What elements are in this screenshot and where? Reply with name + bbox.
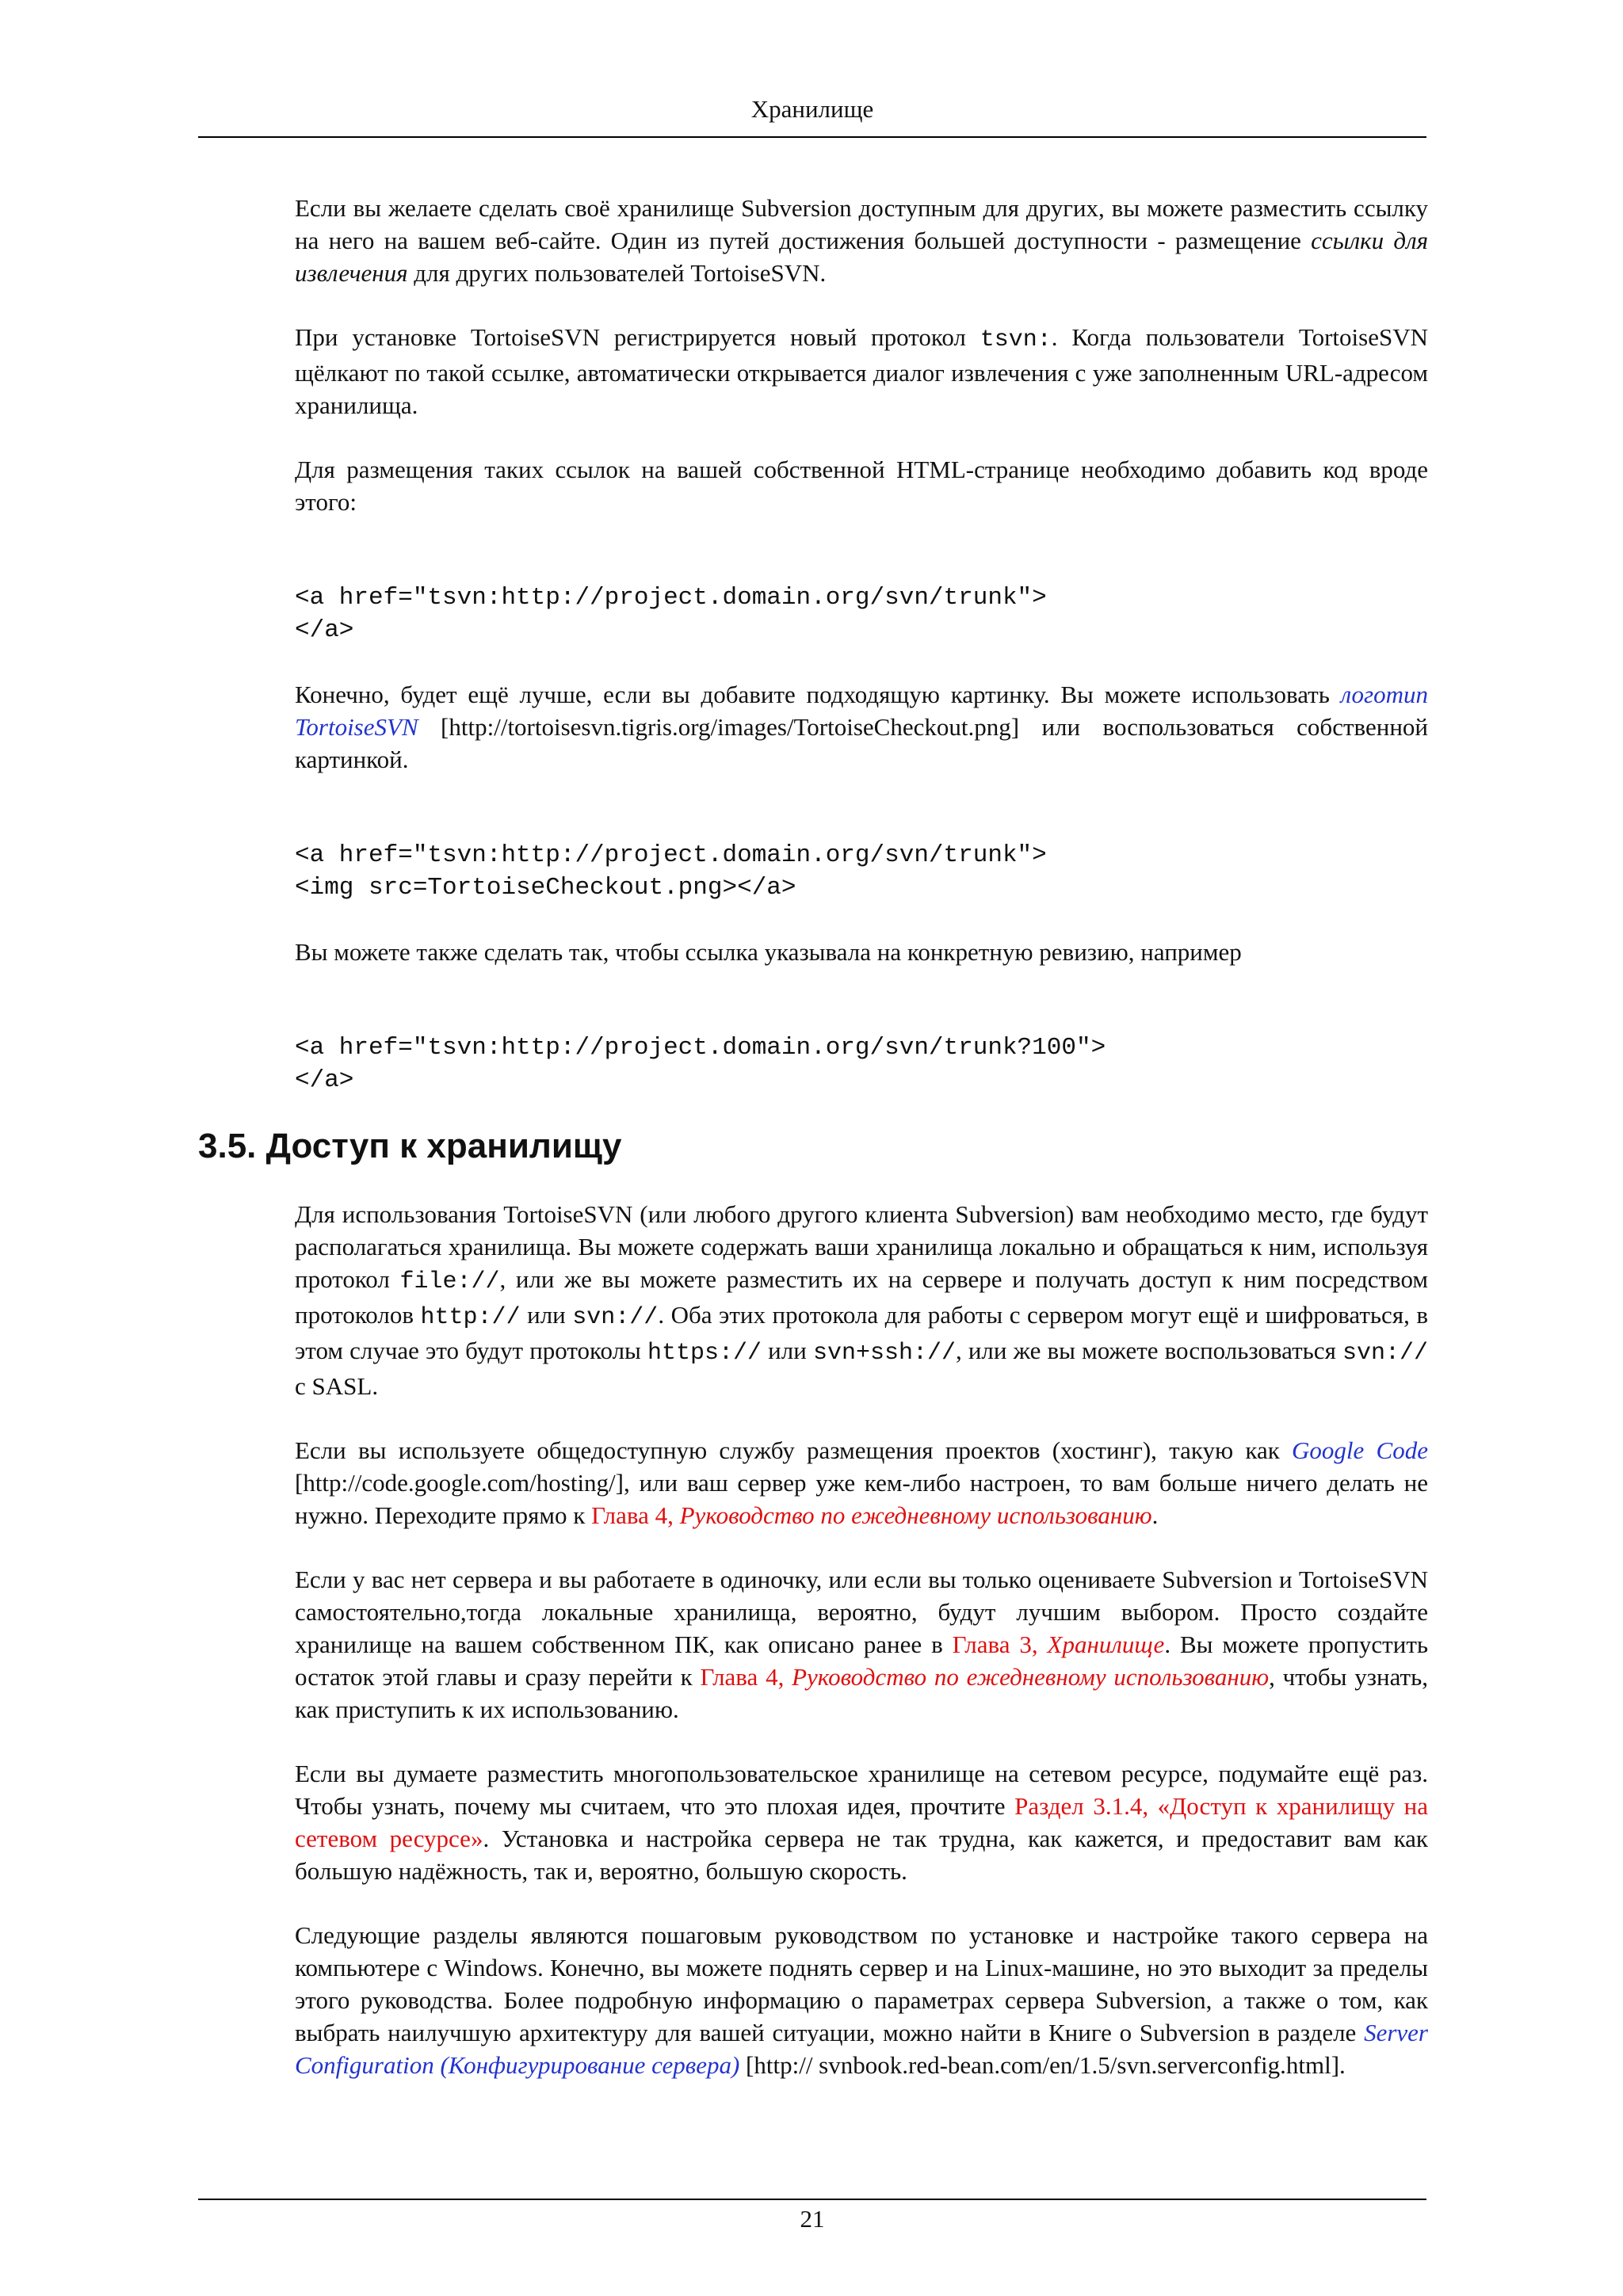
s3-text-b: . Вы можете пропустить остаток этой главы и сразу перейти к — [295, 1630, 1429, 1691]
p2-code: tsvn: — [980, 326, 1052, 353]
s5-text-b: [http:// svnbook.red-bean.com/en/1.5/svn.serverconfig.html]. — [739, 2051, 1346, 2079]
s1-code-svn-ssh: svn+ssh:// — [812, 1340, 956, 1367]
p4-text-b: [http://tortoisesvn.tigris.org/images/TortoiseCheckout.png] или воспользоваться собственной картинкой. — [295, 713, 1428, 773]
s1-text-c: или — [520, 1301, 573, 1329]
s3-text-a: Если у вас нет сервера и вы работаете в одиночку, или если вы только оцениваете Subversion и TortoiseSVN самостоятельно,тогда локальные хранилища, вероятно, будут лучшим выбором. Просто создайте хранилище на вашем собственном ПК, как описано ранее в — [295, 1566, 1428, 1658]
paragraph-html-code-intro: Для размещения таких ссылок на вашей собственной HTML-странице необходимо добавить код вроде этого: — [295, 456, 1428, 516]
paragraph-network-share — [295, 1757, 1428, 1887]
xref-chapter-4-number: Глава 4, — [591, 1501, 680, 1529]
paragraph-repository-location — [295, 1198, 1428, 1402]
s1-text-a: Для использования TortoiseSVN (или любого другого клиента Subversion) вам необходимо место, где будут располагаться хранилища. Вы можете содержать ваши хранилища локально и обращаться к ним, используя протокол — [295, 1200, 1428, 1293]
google-code-link[interactable]: Google Code — [1292, 1436, 1428, 1464]
paragraph-revision-link: Вы можете также сделать так, чтобы ссылка указывала на конкретную ревизию, например — [295, 938, 1242, 966]
xref-section-3-1-4-link[interactable]: Раздел 3.1.4, «Доступ к хранилищу на сетевом ресурсе» — [295, 1792, 1429, 1852]
s1-code-https: https:// — [647, 1340, 762, 1367]
xref-chapter-4-link-2[interactable] — [700, 1663, 1269, 1691]
tortoisesvn-logo-link[interactable]: логотип TortoiseSVN — [295, 681, 1428, 741]
s1-text-b: , или же вы можете разместить их на сервере и получать доступ к ним посредством протоколов — [295, 1265, 1429, 1329]
p1-emphasis: ссылки для извлечения — [295, 227, 1428, 287]
xref-chapter-4-title-2: Руководство по ежедневному использованию — [792, 1663, 1270, 1691]
section-heading: 3.5. Доступ к хранилищу — [198, 1127, 622, 1165]
xref-chapter-4-title: Руководство по ежедневному использованию — [679, 1501, 1152, 1529]
p2-text-b: . Когда пользователи TortoiseSVN щёлкают по такой ссылке, автоматически открывается диалог извлечения с уже заполненным URL-адресом хранилища. — [295, 323, 1428, 419]
footer-rule — [198, 2199, 1426, 2200]
running-header: Хранилище — [750, 95, 874, 123]
xref-chapter-3-title: Хранилище — [1047, 1630, 1165, 1658]
paragraph-server-guide — [295, 1919, 1428, 2081]
s1-text-d: . Оба этих протокола для работы с сервером могут ещё и шифроваться, в этом случае это будут протоколы — [295, 1301, 1428, 1364]
s5-text-a: Следующие разделы являются пошаговым руководством по установке и настройке такого сервера на компьютере с Windows. Конечно, вы можете поднять сервер и на Linux-машине, но это выходит за пределы этого руководства. Более подробную информацию о параметрах сервера Subversion, а также о том, как выбрать наилучшую архитектуру для вашей ситуации, можно найти в Книге о Subversion в разделе — [295, 1921, 1428, 2046]
server-configuration-link[interactable]: Server Configuration (Конфигурирование сервера) — [295, 2019, 1428, 2079]
s2-text-b: [http://code.google.com/hosting/], или ваш сервер уже кем-либо настроен, то вам больше ничего делать не нужно. Переходите прямо к — [295, 1469, 1428, 1529]
page-content — [198, 192, 1429, 2081]
s1-code-svn: svn:// — [572, 1304, 659, 1331]
paragraph-checkout-links — [295, 192, 1428, 289]
paragraph-local-repositories — [295, 1563, 1428, 1726]
s1-text-g: с SASL. — [295, 1372, 379, 1400]
code-block-image-link: <a href="tsvn:http://project.domain.org/svn/trunk"> <img src=TortoiseCheckout.png></a> — [295, 841, 1047, 902]
xref-chapter-4-number-2: Глава 4, — [700, 1663, 792, 1691]
s1-code-file: file:// — [399, 1268, 500, 1295]
paragraph-image-logo — [295, 678, 1428, 776]
p1-text-b: для других пользователей TortoiseSVN. — [407, 259, 827, 287]
s1-text-e: или — [762, 1337, 813, 1364]
xref-chapter-3-link[interactable] — [953, 1630, 1165, 1658]
xref-chapter-3-number: Глава 3, — [952, 1630, 1048, 1658]
code-block-revision-link: <a href="tsvn:http://project.domain.org/svn/trunk?100"> </a> — [295, 1034, 1106, 1094]
header-rule — [198, 136, 1426, 138]
paragraph-hosting — [295, 1434, 1428, 1531]
s2-text-c: . — [1151, 1501, 1159, 1529]
p4-text-a: Конечно, будет ещё лучше, если вы добавите подходящую картинку. Вы можете использовать — [295, 681, 1341, 708]
paragraph-tsvn-protocol — [295, 321, 1428, 421]
s1-code-svn-sasl: svn:// — [1342, 1340, 1428, 1367]
s1-text-f: , или же вы можете воспользоваться — [955, 1337, 1342, 1364]
s4-text-a: Если вы думаете разместить многопользовательское хранилище на сетевом ресурсе, подумайте ещё раз. Чтобы узнать, почему мы считаем, что это плохая идея, прочтите — [295, 1760, 1428, 1820]
s3-text-c: , чтобы узнать, как приступить к их использованию. — [295, 1663, 1428, 1723]
p2-text-a: При установке TortoiseSVN регистрируется новый протокол — [295, 323, 980, 351]
code-block-link: <a href="tsvn:http://project.domain.org/svn/trunk"> </a> — [295, 584, 1047, 644]
s4-text-b: . Установка и настройка сервера не так трудна, как кажется, и предоставит вам как большую надёжность, так и, вероятно, большую скорость. — [295, 1825, 1428, 1885]
s1-code-http: http:// — [420, 1304, 521, 1331]
xref-chapter-4-link[interactable] — [591, 1501, 1152, 1529]
page-number: 21 — [800, 2205, 825, 2233]
s2-text-a: Если вы используете общедоступную службу размещения проектов (хостинг), такую как — [295, 1436, 1293, 1464]
p1-text-a: Если вы желаете сделать своё хранилище Subversion доступным для других, вы можете разместить ссылку на него на вашем веб-сайте. Один из путей достижения большей доступности - размещение — [295, 194, 1428, 254]
